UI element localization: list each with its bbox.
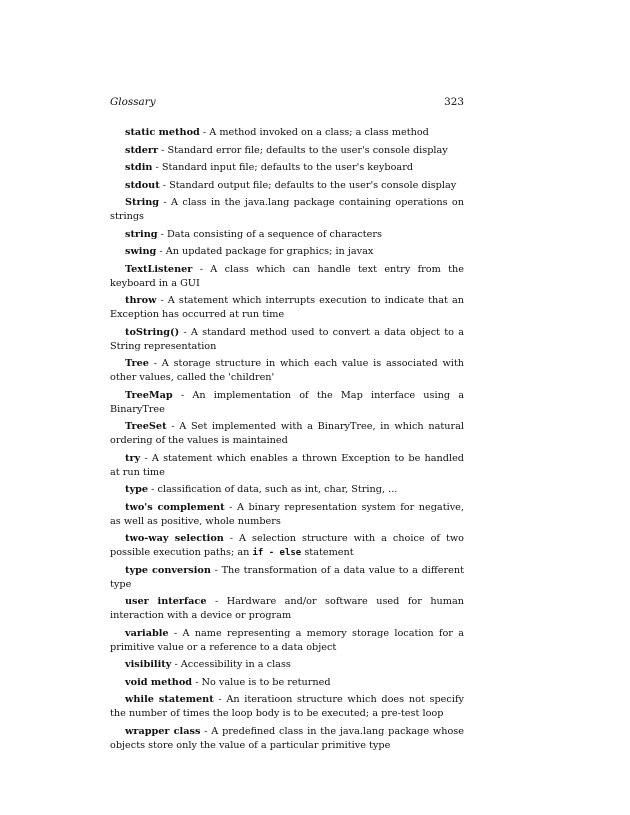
page-number: 323 xyxy=(444,96,464,108)
glossary-term: stdout xyxy=(125,179,160,191)
glossary-term: string xyxy=(125,228,158,240)
glossary-entry xyxy=(110,245,464,259)
glossary-entry xyxy=(110,389,464,417)
code-snippet: if - else xyxy=(252,548,302,558)
glossary-definition: - A statement which enables a thrown Exception to be handled at run time xyxy=(110,452,464,478)
glossary-definition: - A statement which interrupts execution to indicate that an Exception has occurred at run time xyxy=(110,295,464,320)
glossary-entry xyxy=(110,483,464,497)
glossary-entry xyxy=(110,627,464,655)
glossary-entry xyxy=(110,595,464,623)
glossary-definition: - An updated package for graphics; in javax xyxy=(156,246,374,257)
glossary-entry xyxy=(110,725,464,753)
glossary-entry xyxy=(110,294,464,322)
glossary-term: stderr xyxy=(125,144,159,156)
glossary-definition: - A predefined class in the java.lang package whose objects store only the value of a particular primitive type xyxy=(110,725,464,751)
glossary-entry xyxy=(110,196,464,224)
glossary-term: toString() xyxy=(125,326,180,338)
glossary-entry xyxy=(110,263,464,291)
glossary-definition: - Accessibility in a class xyxy=(171,659,291,670)
glossary-definition-tail: statement xyxy=(301,547,354,558)
glossary-entry xyxy=(110,693,464,721)
glossary-definition: - A method invoked on a class; a class method xyxy=(199,127,429,138)
glossary-entry xyxy=(110,532,464,560)
page-header xyxy=(110,96,464,110)
glossary-term: static method xyxy=(125,127,200,138)
glossary-definition: - Standard error file; defaults to the user's console display xyxy=(158,144,448,156)
glossary-entry xyxy=(110,658,464,672)
glossary-definition: - Standard output file; defaults to the user's console display xyxy=(159,179,457,191)
glossary-entry xyxy=(110,144,464,158)
glossary-entry xyxy=(110,179,464,193)
glossary-term: type xyxy=(125,484,149,495)
glossary-term: stdin xyxy=(125,162,153,173)
glossary-term: Tree xyxy=(125,358,149,369)
glossary-term: two-way selection xyxy=(125,533,224,544)
glossary-term: TreeMap xyxy=(125,389,173,401)
glossary-entry xyxy=(110,676,464,690)
glossary-term: two's complement xyxy=(125,501,225,513)
glossary-term: throw xyxy=(125,295,157,306)
glossary-definition: - An implementation of the Map interface using a BinaryTree xyxy=(110,389,464,415)
glossary-entry xyxy=(110,326,464,354)
running-title: Glossary xyxy=(110,96,156,108)
glossary-definition: - A class which can handle text entry from the keyboard in a GUI xyxy=(110,263,464,289)
glossary-term: user interface xyxy=(125,596,207,607)
glossary-definition: - A name representing a memory storage location for a primitive value or a reference to a data object xyxy=(110,627,464,653)
glossary-definition: - Hardware and/or software used for human interaction with a device or program xyxy=(110,596,464,621)
glossary-entry xyxy=(110,126,464,140)
glossary-entry xyxy=(110,420,464,448)
glossary-term: try xyxy=(125,452,141,464)
glossary-definition: - classification of data, such as int, char, String, ... xyxy=(148,484,398,495)
glossary-term: TreeSet xyxy=(125,421,167,432)
glossary-definition: - An iteratioon structure which does not specify the number of times the loop body is to be executed; a pre-test loop xyxy=(110,694,464,719)
glossary-definition: - The transformation of a data value to a different type xyxy=(110,564,465,590)
glossary-entry xyxy=(110,564,464,592)
glossary-definition: - A selection structure with a choice of two possible execution paths; an xyxy=(110,533,464,558)
glossary-term: void method xyxy=(125,676,193,688)
glossary-definition: - A storage structure in which each value is associated with other values, called the 'children' xyxy=(110,358,464,383)
glossary-entry xyxy=(110,501,464,529)
glossary-definition: - A Set implemented with a BinaryTree, in which natural ordering of the values is maintained xyxy=(110,421,464,446)
glossary-term: variable xyxy=(125,627,169,639)
glossary-definition: - A binary representation system for negative, as well as positive, whole numbers xyxy=(110,501,464,527)
glossary-term: TextListener xyxy=(125,263,193,275)
glossary-entry xyxy=(110,161,464,175)
glossary-entries xyxy=(110,126,464,756)
glossary-term: wrapper class xyxy=(125,725,201,737)
glossary-definition: - A standard method used to convert a data object to a String representation xyxy=(110,326,464,352)
glossary-definition: - No value is to be returned xyxy=(192,676,331,688)
glossary-term: swing xyxy=(125,246,157,257)
glossary-definition: - Data consisting of a sequence of characters xyxy=(157,228,383,240)
glossary-entry xyxy=(110,452,464,480)
glossary-entry xyxy=(110,357,464,385)
glossary-entry xyxy=(110,228,464,242)
glossary-definition: - A class in the java.lang package containing operations on strings xyxy=(110,197,464,222)
glossary-term: while statement xyxy=(125,694,214,705)
glossary-term: type conversion xyxy=(125,564,211,576)
glossary-term: String xyxy=(125,197,160,208)
glossary-definition: - Standard input file; defaults to the user's keyboard xyxy=(152,162,414,173)
glossary-term: visibility xyxy=(125,659,172,670)
